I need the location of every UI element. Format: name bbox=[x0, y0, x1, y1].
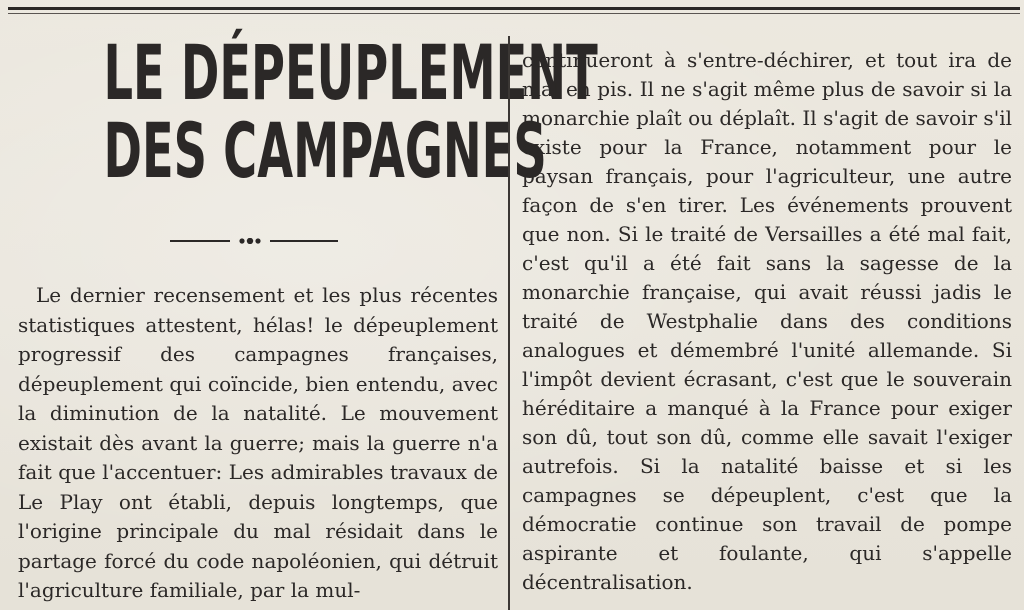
headline-line-2: DES CAMPAGNES bbox=[103, 106, 547, 195]
right-column-text: continueront à s'entre-déchirer, et tout ira de mal en pis. Il ne s'agit même plus de savoir si la monarchie plaît ou déplaît. Il s'agit de savoir s'il existe pour la France, notamment pour le paysan français, pour l'agriculteur, une autre façon de s'en tirer. Les événements prouvent que non. Si le traité de Versailles a été mal fait, c'est qu'il a été fait sans la sagesse de la monarchie française, qui avait réussi jadis le traité de Westphalie dans des conditions analogues et démembré l'unité allemande. Si l'impôt devient écrasant, c'est que le souverain héréditaire a manqué à la France pour exiger son dû, tout son dû, comme elle savait l'exiger autrefois. Si la natalité baisse et si les campagnes se dépeuplent, c'est que la démocratie continue son travail de pompe aspirante et foulante, qui s'appelle décentralisation. bbox=[522, 48, 1012, 594]
top-rule-thin bbox=[8, 13, 1020, 14]
article-headline bbox=[6, 27, 598, 195]
right-column bbox=[522, 46, 1012, 597]
top-rule bbox=[8, 7, 1020, 10]
headline-ornament bbox=[170, 238, 338, 244]
headline-line-1: LE DÉPEUPLEMENT bbox=[103, 28, 598, 117]
left-column bbox=[18, 281, 498, 606]
left-column-text: Le dernier recensement et les plus récentes statistiques attestent, hélas! le dépeuplement progressif des campagnes françaises, dépeuplement qui coïncide, bien entendu, avec la diminution de la natalité. Le mouvement existait dès avant la guerre; mais la guerre n'a fait que l'accentuer: Les admirables travaux de Le Play ont établi, depuis longtemps, que l'origine principale du mal résidait dans le partage forcé du code napoléonien, qui détruit l'agriculture familiale, par la mul- bbox=[18, 283, 498, 602]
column-divider bbox=[508, 36, 510, 610]
